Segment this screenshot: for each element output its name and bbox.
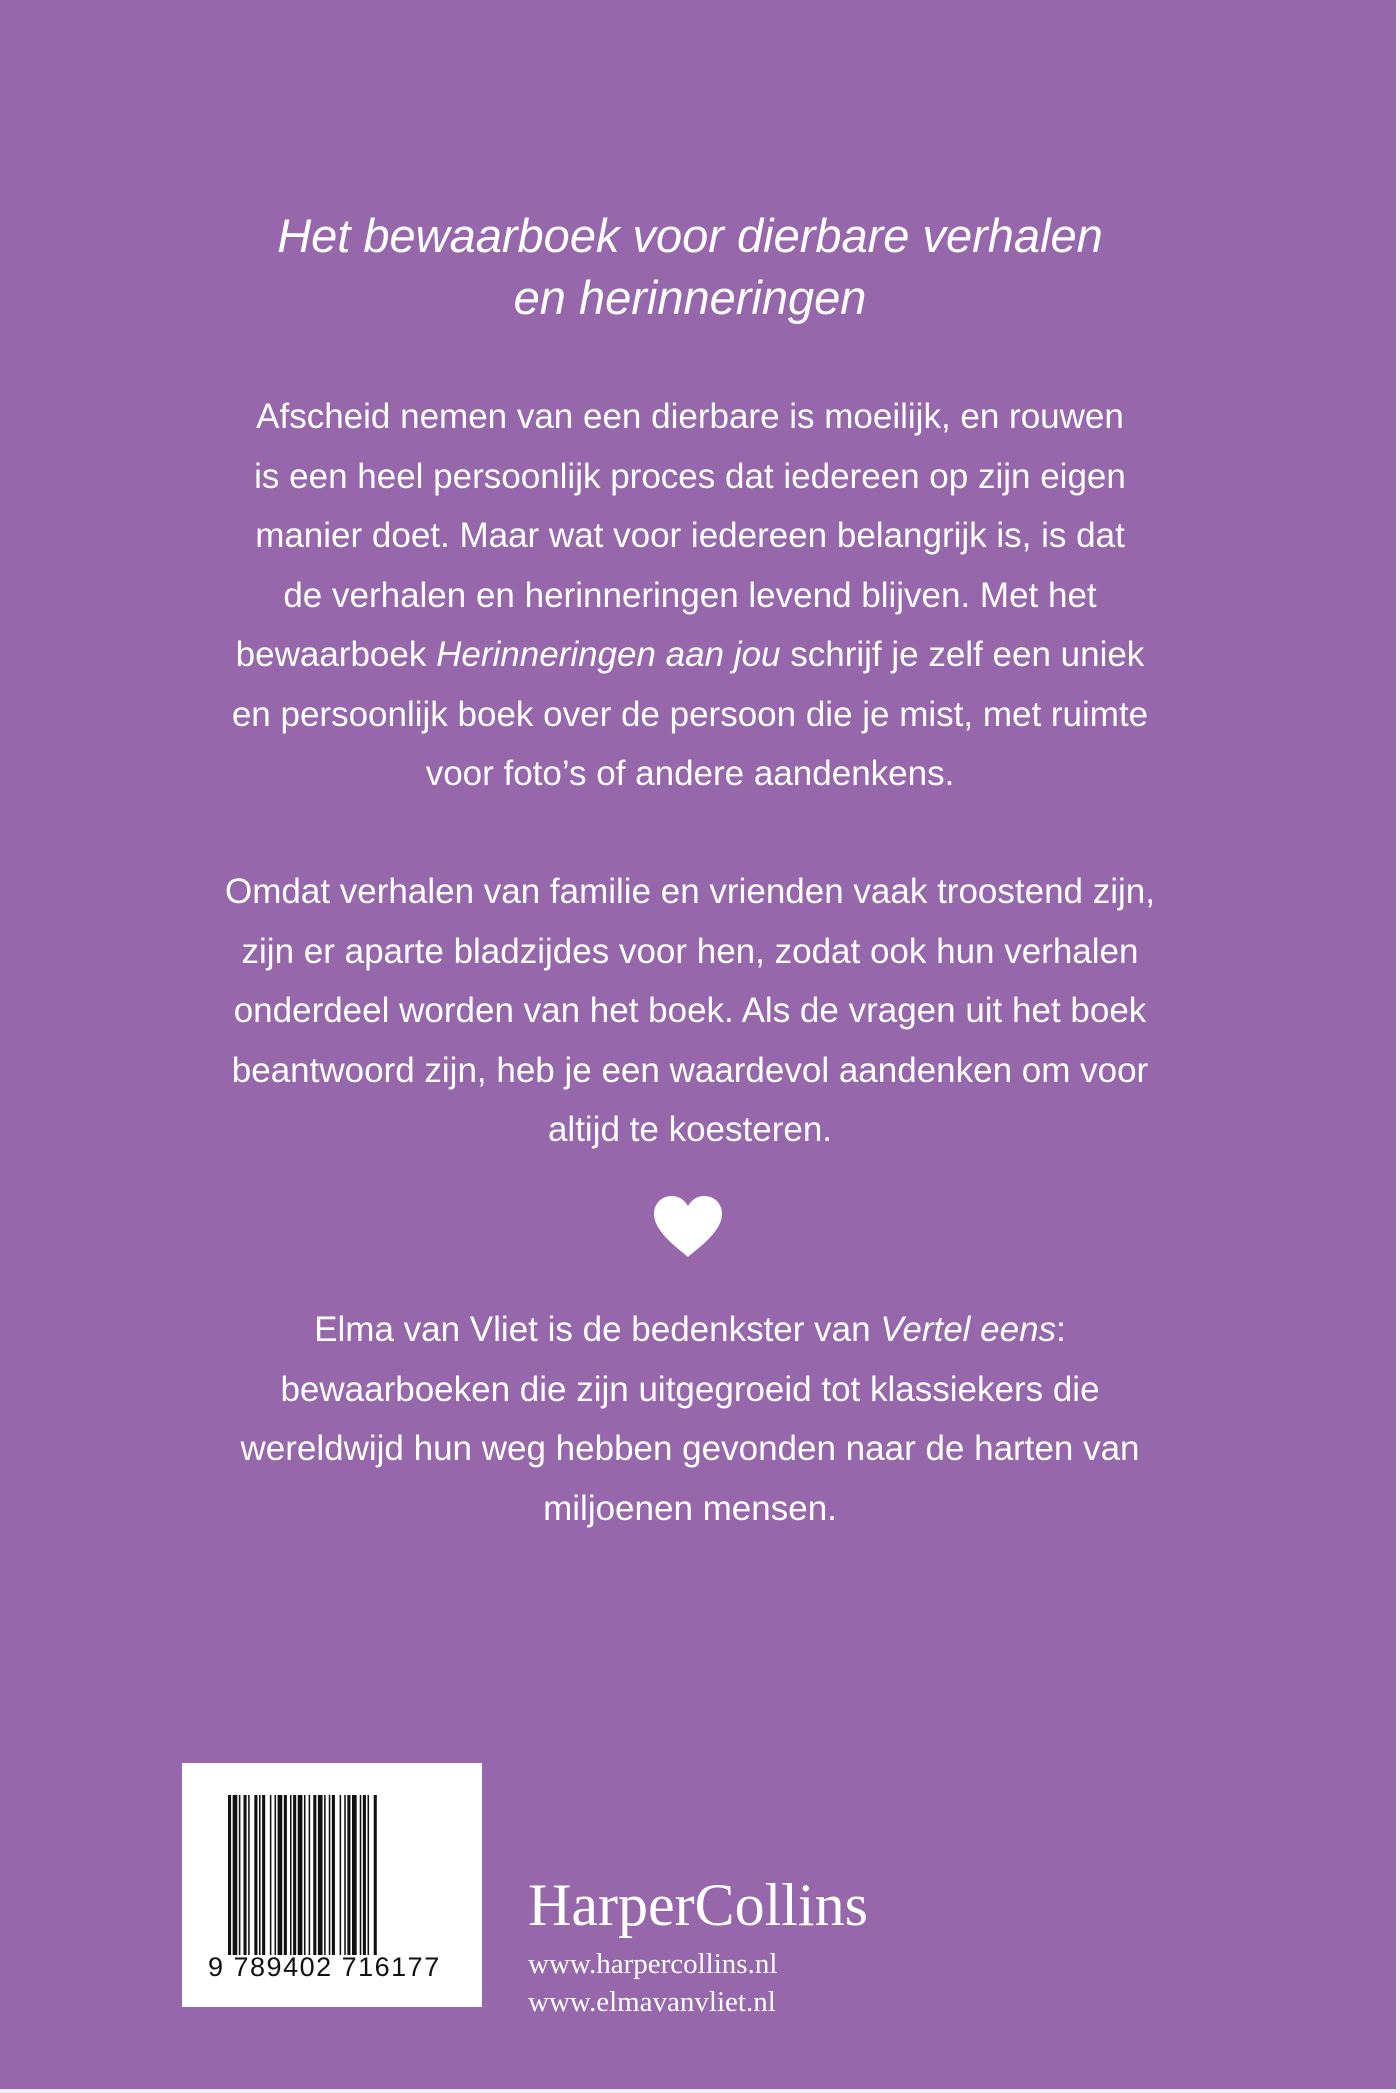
- barcode-bar: [262, 1795, 265, 1955]
- barcode-bars: [228, 1795, 460, 1955]
- barcode-number: 9 789402 716177: [208, 1952, 441, 1982]
- barcode-bar: [332, 1795, 335, 1955]
- text-line: Omdat verhalen van familie en vrienden vaak troostend zijn,: [225, 872, 1155, 911]
- text-line: wereldwijd hun weg hebben gevonden naar de harten van: [240, 1429, 1140, 1468]
- barcode-bar: [340, 1795, 342, 1955]
- barcode-bar: [313, 1795, 316, 1955]
- text-line: Afscheid nemen van een dierbare is moeilijk, en rouwen: [256, 397, 1124, 436]
- barcode-bar: [254, 1795, 257, 1955]
- series-title: Vertel eens: [880, 1310, 1057, 1349]
- text-line: voor foto’s of andere aandenkens.: [425, 754, 955, 793]
- text-line: [120, 1300, 1260, 1360]
- barcode-bar: [324, 1795, 326, 1955]
- barcode-bar: [329, 1795, 331, 1955]
- barcode-bar: [352, 1795, 357, 1955]
- text-line: onderdeel worden van het boek. Als de vragen uit het boek: [233, 991, 1147, 1030]
- barcode-bar: [293, 1795, 296, 1955]
- text-line: beantwoord zijn, heb je een waardevol aandenken om voor: [231, 1050, 1149, 1090]
- text-segment: Elma van Vliet is de bedenkster van: [314, 1310, 881, 1349]
- barcode-bar: [304, 1795, 306, 1955]
- text-segment: :: [1056, 1310, 1066, 1349]
- barcode-bar: [259, 1795, 261, 1955]
- text-line: zijn er aparte bladzijdes voor hen, zodat ook hun verhalen: [241, 931, 1139, 971]
- author-paragraph: [120, 1300, 1260, 1538]
- text-line: miljoenen mensen.: [543, 1488, 837, 1528]
- text-line: de verhalen en herinneringen levend blijven. Met het: [283, 575, 1097, 615]
- text-line: is een heel persoonlijk proces dat iedereen op zijn eigen: [254, 456, 1126, 496]
- barcode-bar: [309, 1795, 311, 1955]
- tagline: [140, 205, 1240, 329]
- text-line: [120, 625, 1260, 685]
- barcode-bar: [368, 1795, 370, 1955]
- author-url[interactable]: www.elmavanvliet.nl: [528, 1986, 776, 2018]
- barcode-bar: [239, 1795, 241, 1955]
- barcode-bar: [228, 1795, 231, 1955]
- barcode: [182, 1763, 482, 2007]
- barcode-bar: [290, 1795, 292, 1955]
- heart-icon: [652, 1195, 724, 1259]
- tagline-line: Het bewaarboek voor dierbare verhalen: [277, 209, 1103, 262]
- barcode-bar: [374, 1795, 377, 1955]
- tagline-line: en herinneringen: [513, 271, 867, 324]
- text-segment: bewaarboek: [235, 635, 437, 674]
- barcode-bar: [248, 1795, 250, 1955]
- barcode-bar: [344, 1795, 346, 1955]
- barcode-bar: [347, 1795, 350, 1955]
- barcode-bar: [363, 1795, 366, 1955]
- text-line: altijd te koesteren.: [547, 1110, 833, 1149]
- barcode-bar: [270, 1795, 272, 1955]
- publisher-url[interactable]: www.harpercollins.nl: [528, 1948, 778, 1980]
- text-line: bewaarboeken die zijn uitgegroeid tot klassiekers die: [280, 1369, 1100, 1409]
- book-title: Herinneringen aan jou: [436, 635, 781, 674]
- publisher-logo: HarperCollins: [528, 1872, 868, 1938]
- barcode-bar: [244, 1795, 247, 1955]
- barcode-bar: [275, 1795, 277, 1955]
- description-paragraph: [120, 387, 1260, 804]
- barcode-bar: [318, 1795, 323, 1955]
- barcode-bar: [278, 1795, 283, 1955]
- barcode-bar: [298, 1795, 303, 1955]
- description-paragraph: [120, 862, 1260, 1160]
- text-line: en persoonlijk boek over de persoon die je mist, met ruimte: [231, 694, 1149, 734]
- barcode-bar: [360, 1795, 362, 1955]
- text-line: manier doet. Maar wat voor iedereen belangrijk is, is dat: [255, 516, 1125, 555]
- text-segment: schrijf je zelf een uniek: [780, 635, 1145, 674]
- barcode-bar: [233, 1795, 238, 1955]
- barcode-bar: [284, 1795, 287, 1955]
